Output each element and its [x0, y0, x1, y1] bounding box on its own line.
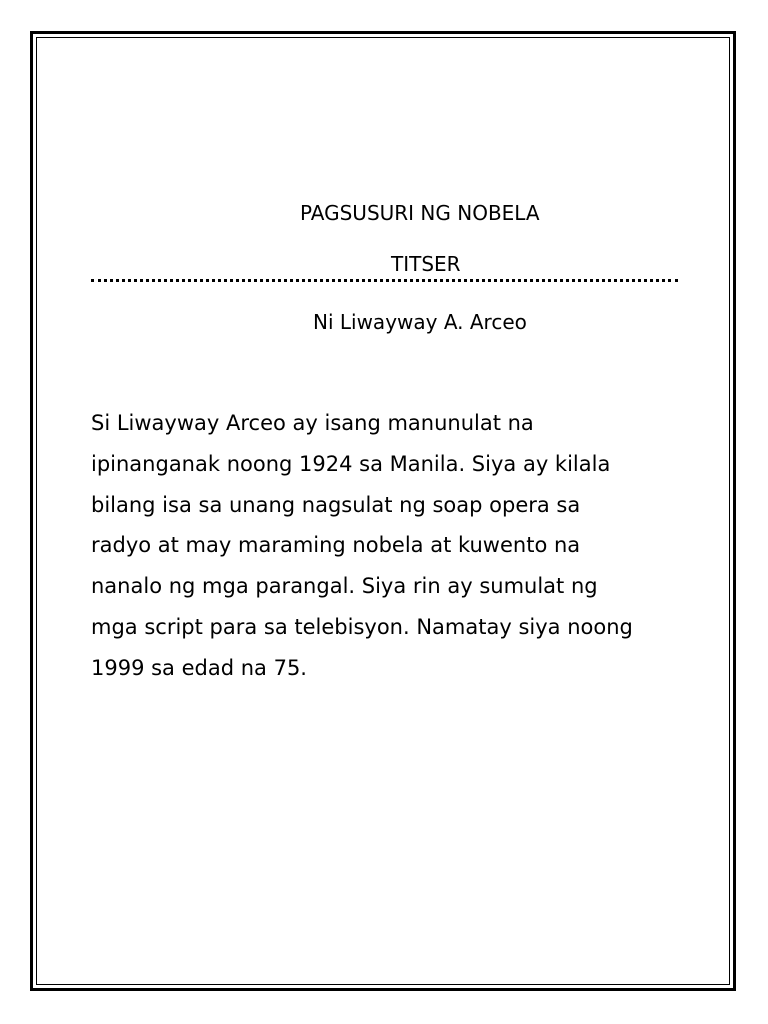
- body-line: radyo at may maraming nobela at kuwento na: [91, 533, 581, 558]
- document-subtitle: TITSER: [391, 252, 461, 276]
- body-paragraph: [91, 403, 691, 689]
- body-line: mga script para sa telebisyon. Namatay siya noong: [91, 614, 633, 639]
- body-line: ipinanganak noong 1924 sa Manila. Siya ay kilala: [91, 451, 611, 476]
- body-line: nanalo ng mga parangal. Siya rin ay sumulat ng: [91, 574, 598, 599]
- dotted-divider: [91, 279, 678, 282]
- body-line: Si Liwayway Arceo ay isang manunulat na: [91, 411, 534, 435]
- body-line: bilang isa sa unang nagsulat ng soap opera sa: [91, 492, 581, 517]
- document-author: Ni Liwayway A. Arceo: [313, 310, 527, 334]
- document-title: PAGSUSURI NG NOBELA: [300, 201, 540, 225]
- body-line: 1999 sa edad na 75.: [91, 655, 307, 680]
